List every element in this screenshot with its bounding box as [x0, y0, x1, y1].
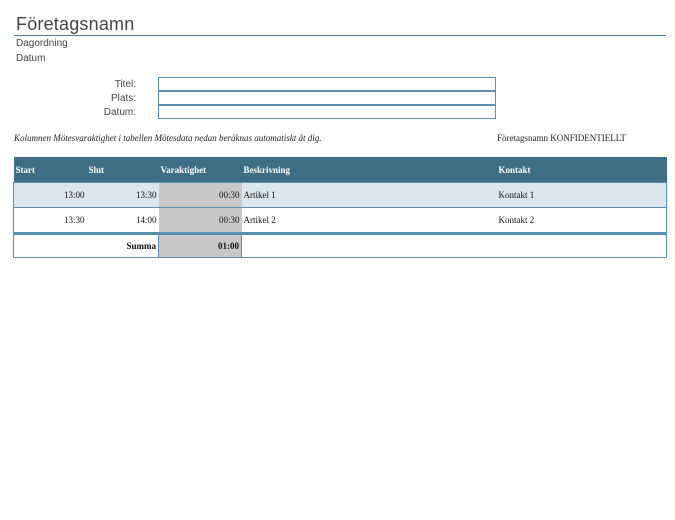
start-cell[interactable]: 13:00 — [14, 183, 87, 208]
date-field[interactable] — [158, 105, 496, 119]
contact-cell[interactable]: Kontakt 1 — [497, 183, 667, 208]
location-field[interactable] — [158, 91, 496, 105]
total-duration: 01:00 — [159, 234, 242, 258]
total-row — [14, 234, 667, 258]
header-duration[interactable]: Varaktighet — [159, 157, 242, 183]
company-name: Företagsnamn — [16, 14, 135, 34]
table-row — [14, 208, 667, 234]
start-cell[interactable]: 13:30 — [14, 208, 87, 234]
total-empty-cell — [14, 234, 87, 258]
table-header-row — [14, 157, 667, 183]
total-empty-cell — [497, 234, 667, 258]
total-empty-cell — [242, 234, 497, 258]
duration-cell: 00:30 — [159, 183, 242, 208]
auto-calc-note: Kolumnen Mötesvaraktighet i tabellen Mötesdata nedan beräknas automatiskt åt dig. — [14, 133, 322, 143]
header-end[interactable]: Slut — [87, 157, 159, 183]
description-cell[interactable]: Artikel 1 — [242, 183, 497, 208]
description-cell[interactable]: Artikel 2 — [242, 208, 497, 234]
header-description[interactable]: Beskrivning — [242, 157, 497, 183]
confidential-label: Företagsnamn KONFIDENTIELLT — [497, 133, 626, 143]
date-subtitle: Datum — [16, 53, 46, 64]
meeting-table — [13, 157, 667, 258]
duration-cell: 00:30 — [159, 208, 242, 234]
header-contact[interactable]: Kontakt — [497, 157, 667, 183]
table-row — [14, 183, 667, 208]
header-start[interactable]: Start — [14, 157, 87, 183]
end-cell[interactable]: 14:00 — [87, 208, 159, 234]
location-label: Plats: — [110, 93, 136, 104]
title-divider — [14, 35, 666, 36]
total-label: Summa — [87, 234, 159, 258]
agenda-subtitle: Dagordning — [16, 38, 68, 49]
title-label: Titel: — [114, 79, 136, 90]
end-cell[interactable]: 13:30 — [87, 183, 159, 208]
title-field[interactable] — [158, 77, 496, 91]
contact-cell[interactable]: Kontakt 2 — [497, 208, 667, 234]
date-label: Datum: — [103, 107, 136, 118]
